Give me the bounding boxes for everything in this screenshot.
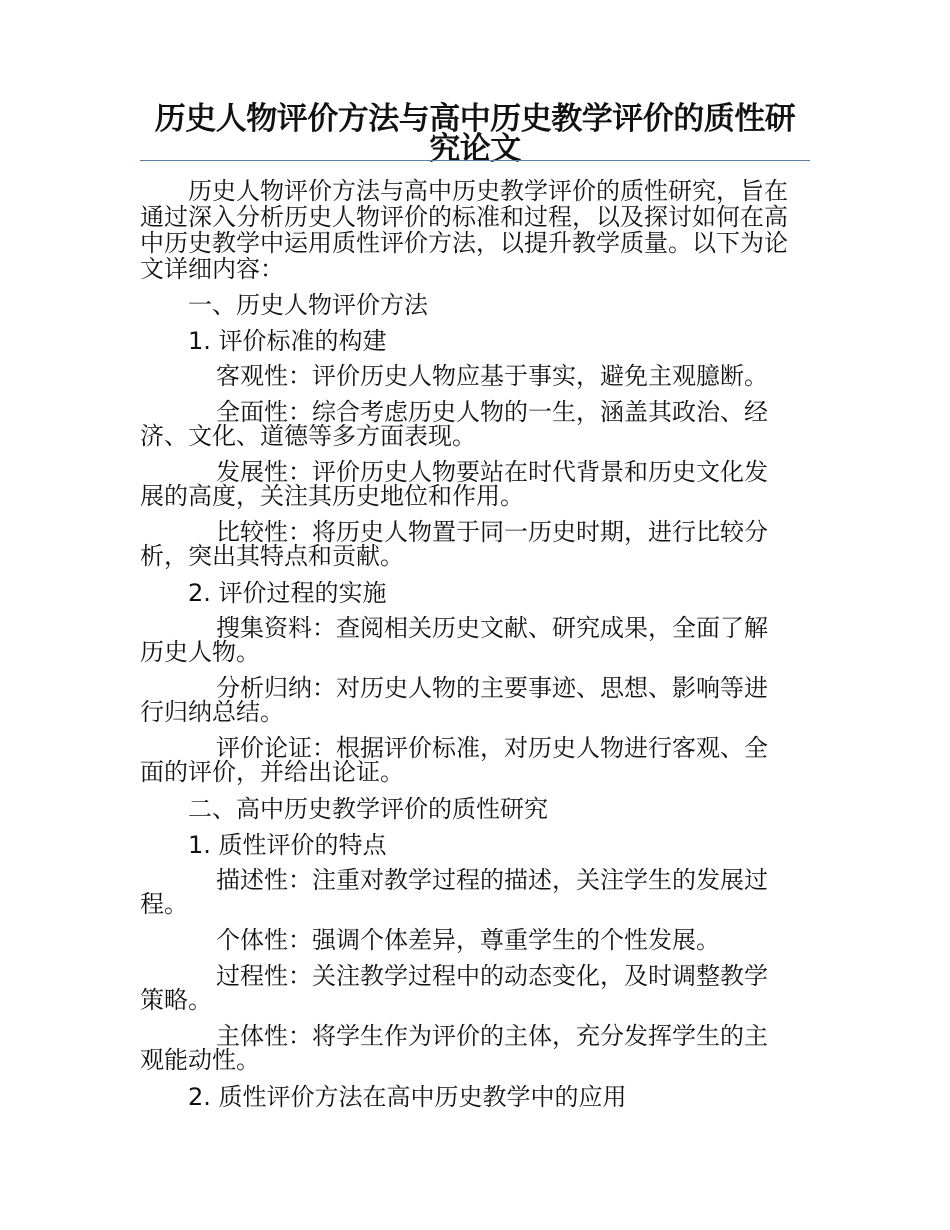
subsection-heading-2-2: 2. 质性评价方法在高中历史教学中的应用 [188, 1083, 627, 1111]
subsection-heading-1-2: 2. 评价过程的实施 [188, 579, 387, 607]
title-divider [140, 160, 810, 161]
criterion-development: 发展性：评价历史人物要站在时代背景和历史文化发展的高度，关注其历史地位和作用。 [140, 458, 768, 510]
criterion-comparison: 比较性：将历史人物置于同一历史时期，进行比较分析，突出其特点和贡献。 [140, 518, 768, 570]
feature-process: 过程性：关注教学过程中的动态变化，及时调整教学策略。 [140, 962, 768, 1014]
feature-descriptive: 描述性：注重对教学过程的描述，关注学生的发展过程。 [140, 866, 768, 918]
feature-subjectivity: 主体性：将学生作为评价的主体，充分发挥学生的主观能动性。 [140, 1022, 768, 1074]
process-collect-materials: 搜集资料：查阅相关历史文献、研究成果，全面了解历史人物。 [140, 614, 768, 666]
section-heading-2: 二、高中历史教学评价的质性研究 [188, 795, 548, 823]
process-analyze-summarize: 分析归纳：对历史人物的主要事迹、思想、影响等进行归纳总结。 [140, 674, 768, 726]
process-evaluate-argue: 评价论证：根据评价标准，对历史人物进行客观、全面的评价，并给出论证。 [140, 734, 768, 786]
subsection-heading-1-1: 1. 评价标准的构建 [188, 327, 387, 355]
document-body [140, 178, 810, 1120]
subsection-heading-2-1: 1. 质性评价的特点 [188, 831, 387, 859]
document-title: 历史人物评价方法与高中历史教学评价的质性研究论文 [154, 101, 796, 167]
feature-individual: 个体性：强调个体差异，尊重学生的个性发展。 [216, 926, 720, 954]
intro-paragraph: 历史人物评价方法与高中历史教学评价的质性研究，旨在通过深入分析历史人物评价的标准和过程，以及探讨如何在高中历史教学中运用质性评价方法，以提升教学质量。以下为论文详细内容： [140, 177, 788, 283]
criterion-comprehensiveness: 全面性：综合考虑历史人物的一生，涵盖其政治、经济、文化、道德等多方面表现。 [140, 398, 768, 450]
criterion-objectivity: 客观性：评价历史人物应基于事实，避免主观臆断。 [216, 362, 768, 390]
section-heading-1: 一、历史人物评价方法 [188, 291, 428, 319]
